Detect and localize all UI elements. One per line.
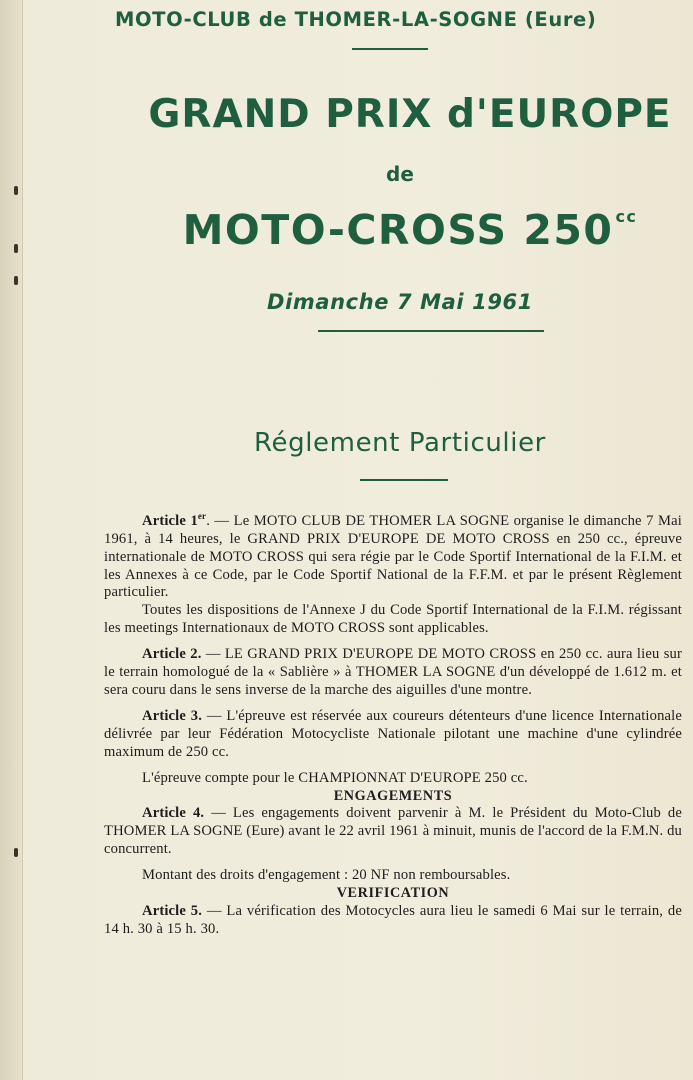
article-4-cont: Montant des droits d'engagement : 20 NF non remboursables. xyxy=(142,867,511,884)
event-title: GRAND PRIX d'EUROPE xyxy=(148,92,672,137)
divider xyxy=(318,330,544,332)
punch-hole xyxy=(14,848,18,857)
article-label-sup: er xyxy=(197,511,207,521)
event-date: Dimanche 7 Mai 1961 xyxy=(267,290,533,314)
event-subtitle-sup: cc xyxy=(615,207,638,226)
club-name: MOTO-CLUB de THOMER-LA-SOGNE (Eure) xyxy=(115,8,597,31)
section-title: Réglement Particulier xyxy=(254,428,546,458)
article-label: Article 4. xyxy=(142,805,205,822)
heading-engagements: ENGAGEMENTS xyxy=(333,787,453,804)
article-label: Article 5. xyxy=(142,902,203,919)
divider xyxy=(360,479,448,481)
article-3 xyxy=(104,708,682,762)
article-1 xyxy=(104,508,682,602)
punch-hole xyxy=(14,276,18,285)
binding-edge xyxy=(0,0,23,1080)
article-5 xyxy=(104,903,682,939)
article-text: — Les engagements doivent parvenir à M. le Président du Moto-Club de THOMER LA SOGNE (Eure) avant le 22 avril 1961 à minuit, munis de l'accord de la F.M.N. du concurrent. xyxy=(104,805,682,858)
article-label xyxy=(142,513,206,529)
punch-hole xyxy=(14,186,18,195)
article-label: Article 2. xyxy=(142,646,202,663)
event-subtitle xyxy=(140,206,680,254)
punch-hole xyxy=(14,244,18,253)
article-text: — L'épreuve est réservée aux coureurs détenteurs d'une licence Internationale délivrée par leur Fédération Motocycliste Nationale pilotant une machine d'une cylindrée maximum de 250 cc. xyxy=(104,707,682,760)
regulations-body xyxy=(104,508,682,939)
article-text: . — Le MOTO CLUB DE THOMER LA SOGNE organise le dimanche 7 Mai 1961, à 14 heures, le GRAND PRIX D'EUROPE DE MOTO CROSS en 250 cc., épreuve internationale de MOTO CROSS qui sera régie par le Code Sportif International de la F.I.M. et les Annexes à ce Code, par le Code Sportif National de la F.F.M. et par le présent Règlement particulier. xyxy=(104,512,682,601)
event-title-de: de xyxy=(386,162,414,186)
article-2 xyxy=(104,646,682,700)
article-4 xyxy=(104,805,682,859)
heading-verification: VERIFICATION xyxy=(336,885,450,902)
article-text: — La vérification des Motocycles aura lieu le samedi 6 Mai sur le terrain, de 14 h. 30 à 15 h. 30. xyxy=(104,902,682,937)
event-subtitle-text: MOTO-CROSS 250 xyxy=(182,206,614,254)
article-label: Article 3. xyxy=(142,707,203,724)
article-label-text: Article 1 xyxy=(142,512,198,529)
article-text: — LE GRAND PRIX D'EUROPE DE MOTO CROSS en 250 cc. aura lieu sur le terrain homologué de la « Sablière » à THOMER LA SOGNE d'un développé de 1.612 m. et sera couru dans le sens inverse de la marche des aiguilles d'une montre. xyxy=(104,646,682,699)
divider xyxy=(352,48,428,50)
article-1-cont: Toutes les dispositions de l'Annexe J du Code Sportif International de la F.I.M. régissant les meetings Internationaux de MOTO CROSS sont applicables. xyxy=(104,602,682,637)
article-3-cont: L'épreuve compte pour le CHAMPIONNAT D'EUROPE 250 cc. xyxy=(142,769,528,786)
